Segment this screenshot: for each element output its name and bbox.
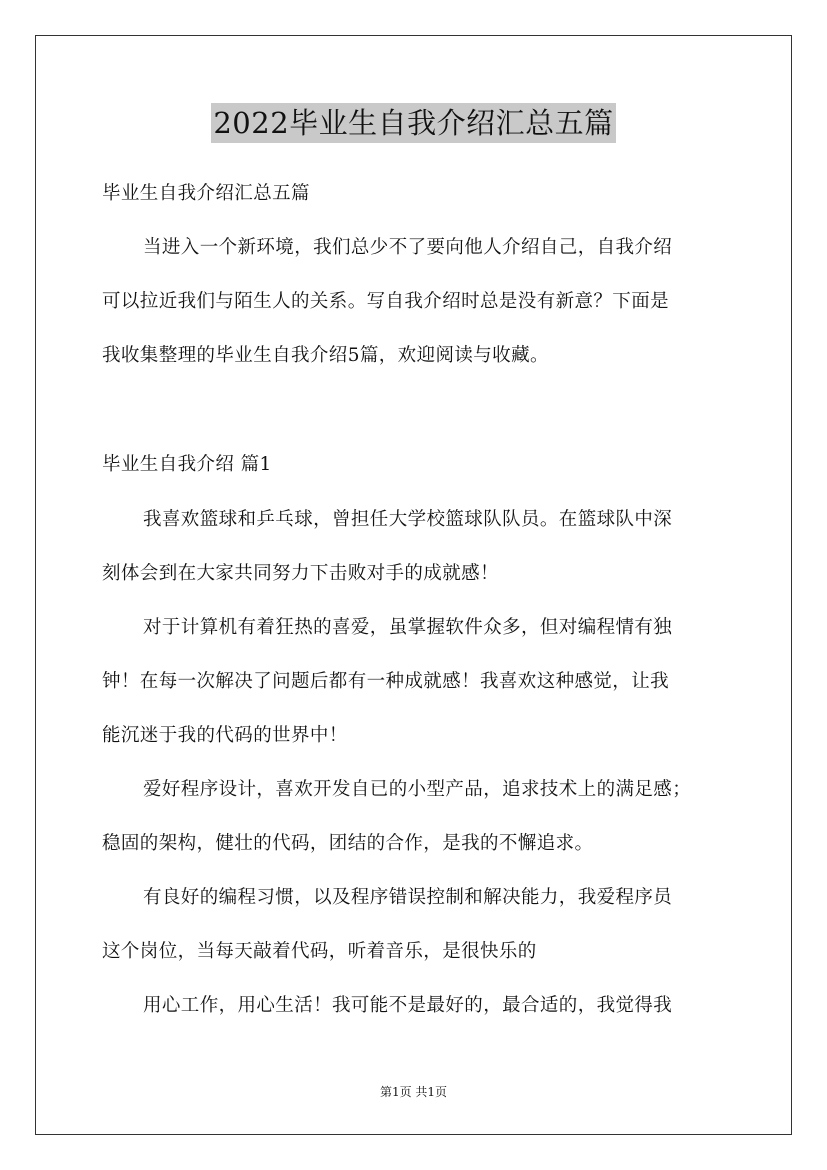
intro-line: 当进入一个新环境，我们总少不了要向他人介绍自己，自我介绍 — [143, 237, 673, 258]
paragraph-line: 刻体会到在大家共同努力下击败对手的成就感！ — [102, 563, 499, 584]
paragraph-line: 用心工作，用心生活！我可能不是最好的，最合适的，我觉得我 — [143, 995, 673, 1016]
paragraph-line: 这个岗位，当每天敲着代码，听着音乐，是很快乐的 — [102, 941, 537, 962]
page-footer: 第1页 共1页 — [379, 1085, 448, 1099]
document-subtitle: 毕业生自我介绍汇总五篇 — [102, 183, 310, 204]
document-title: 2022毕业生自我介绍汇总五篇 — [211, 103, 615, 143]
paragraph-line: 爱好程序设计，喜欢开发自已的小型产品，追求技术上的满足感； — [143, 779, 692, 800]
section-heading: 毕业生自我介绍 篇1 — [102, 454, 272, 475]
paragraph-line: 我喜欢篮球和乒乓球，曾担任大学校篮球队队员。在篮球队中深 — [143, 509, 673, 530]
intro-line: 可以拉近我们与陌生人的关系。写自我介绍时总是没有新意？下面是 — [102, 291, 670, 312]
paragraph-line: 能沉迷于我的代码的世界中！ — [102, 725, 348, 746]
paragraph-line: 稳固的架构，健壮的代码，团结的合作，是我的不懈追求。 — [102, 833, 594, 854]
paragraph-line: 有良好的编程习惯，以及程序错误控制和解决能力，我爱程序员 — [143, 887, 673, 908]
paragraph-line: 对于计算机有着狂热的喜爱，虽掌握软件众多，但对编程情有独 — [143, 617, 673, 638]
title-container — [0, 103, 827, 143]
paragraph-line: 钟！在每一次解决了问题后都有一种成就感！我喜欢这种感觉，让我 — [102, 671, 670, 692]
intro-line: 我收集整理的毕业生自我介绍5篇，欢迎阅读与收藏。 — [102, 345, 549, 366]
